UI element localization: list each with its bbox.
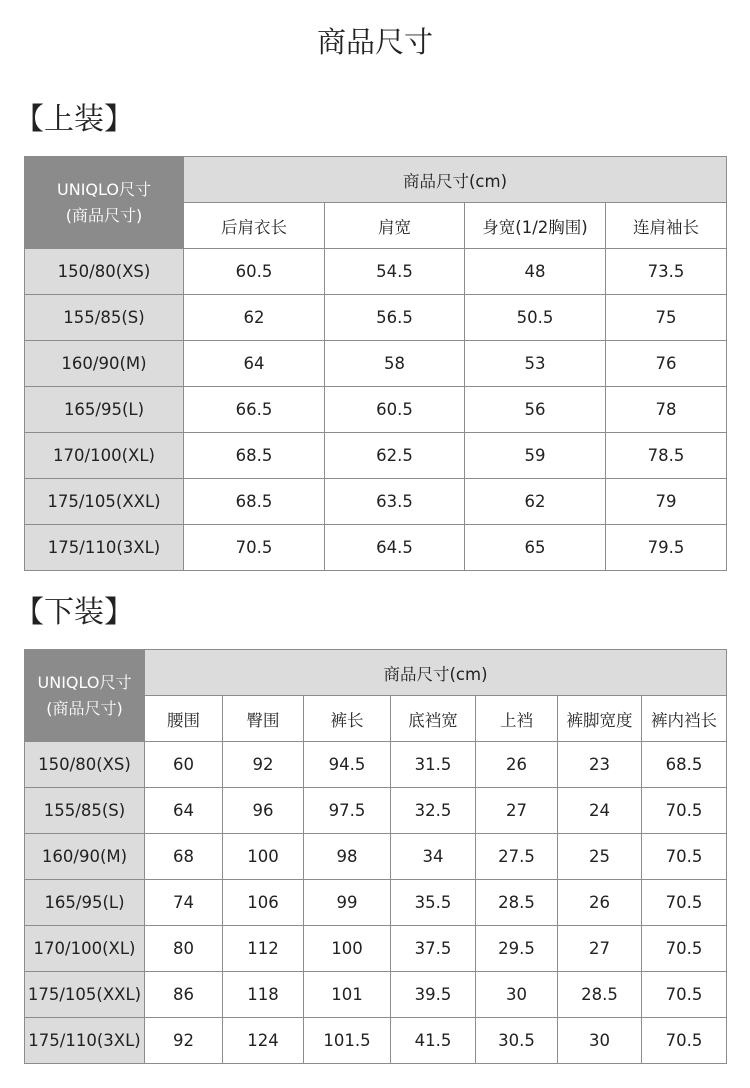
bottoms-corner-line1: UNIQLO尺寸 xyxy=(37,672,132,692)
table-cell: 28.5 xyxy=(558,972,642,1018)
table-cell: 68.5 xyxy=(184,479,325,525)
bottoms-column-header: 臀围 xyxy=(223,696,304,742)
table-row xyxy=(25,834,727,880)
table-cell: 62 xyxy=(465,479,606,525)
bottoms-column-header: 上裆 xyxy=(476,696,558,742)
tops-corner-header xyxy=(25,157,184,249)
table-cell: 26 xyxy=(558,880,642,926)
page-title: 商品尺寸 xyxy=(316,25,433,59)
table-cell: 25 xyxy=(558,834,642,880)
tops-section-title: 【上装】 xyxy=(14,102,134,137)
size-label: 150/80(XS) xyxy=(25,742,145,788)
table-cell: 23 xyxy=(558,742,642,788)
table-cell: 30 xyxy=(476,972,558,1018)
table-cell: 31.5 xyxy=(391,742,476,788)
size-label: 160/90(M) xyxy=(25,834,145,880)
tops-group-header: 商品尺寸(cm) xyxy=(184,157,727,203)
table-cell: 28.5 xyxy=(476,880,558,926)
table-row xyxy=(25,788,727,834)
tops-column-header: 身宽(1/2胸围) xyxy=(465,203,606,249)
table-cell: 94.5 xyxy=(304,742,391,788)
tops-column-header: 肩宽 xyxy=(325,203,465,249)
tops-column-header: 连肩袖长 xyxy=(606,203,727,249)
table-cell: 118 xyxy=(223,972,304,1018)
table-cell: 27.5 xyxy=(476,834,558,880)
table-row xyxy=(25,525,727,571)
bottoms-column-header: 底裆宽 xyxy=(391,696,476,742)
table-row xyxy=(25,341,727,387)
table-cell: 68.5 xyxy=(184,433,325,479)
table-cell: 96 xyxy=(223,788,304,834)
table-cell: 101.5 xyxy=(304,1018,391,1064)
size-label: 175/105(XXL) xyxy=(25,972,145,1018)
table-cell: 56 xyxy=(465,387,606,433)
table-cell: 66.5 xyxy=(184,387,325,433)
table-row xyxy=(25,295,727,341)
size-label: 155/85(S) xyxy=(25,295,184,341)
size-label: 160/90(M) xyxy=(25,341,184,387)
table-cell: 74 xyxy=(145,880,223,926)
table-cell: 100 xyxy=(223,834,304,880)
table-cell: 92 xyxy=(223,742,304,788)
bottoms-column-header: 裤脚宽度 xyxy=(558,696,642,742)
table-row xyxy=(25,1018,727,1064)
bottoms-group-header: 商品尺寸(cm) xyxy=(145,650,727,696)
table-row xyxy=(25,479,727,525)
size-label: 165/95(L) xyxy=(25,387,184,433)
table-row xyxy=(25,433,727,479)
tops-size-table xyxy=(24,156,727,571)
table-cell: 64 xyxy=(145,788,223,834)
table-cell: 124 xyxy=(223,1018,304,1064)
table-cell: 75 xyxy=(606,295,727,341)
table-cell: 79 xyxy=(606,479,727,525)
table-cell: 98 xyxy=(304,834,391,880)
table-cell: 56.5 xyxy=(325,295,465,341)
table-cell: 63.5 xyxy=(325,479,465,525)
table-cell: 32.5 xyxy=(391,788,476,834)
table-cell: 29.5 xyxy=(476,926,558,972)
size-label: 175/105(XXL) xyxy=(25,479,184,525)
bottoms-column-header: 裤长 xyxy=(304,696,391,742)
table-cell: 70.5 xyxy=(642,926,727,972)
table-cell: 92 xyxy=(145,1018,223,1064)
table-cell: 64 xyxy=(184,341,325,387)
table-cell: 60.5 xyxy=(184,249,325,295)
table-cell: 60 xyxy=(145,742,223,788)
table-cell: 30 xyxy=(558,1018,642,1064)
bottoms-corner-header xyxy=(25,650,145,742)
table-cell: 41.5 xyxy=(391,1018,476,1064)
table-cell: 86 xyxy=(145,972,223,1018)
table-row xyxy=(25,926,727,972)
table-cell: 24 xyxy=(558,788,642,834)
bottoms-corner-line2: (商品尺寸) xyxy=(46,698,123,718)
size-label: 150/80(XS) xyxy=(25,249,184,295)
bottoms-size-table xyxy=(24,649,727,1064)
table-row xyxy=(25,249,727,295)
table-cell: 59 xyxy=(465,433,606,479)
table-cell: 26 xyxy=(476,742,558,788)
tops-corner-line1: UNIQLO尺寸 xyxy=(57,179,151,199)
table-cell: 70.5 xyxy=(642,788,727,834)
table-cell: 70.5 xyxy=(642,1018,727,1064)
tops-column-header: 后肩衣长 xyxy=(184,203,325,249)
table-cell: 99 xyxy=(304,880,391,926)
bottoms-column-header: 裤内裆长 xyxy=(642,696,727,742)
table-cell: 62 xyxy=(184,295,325,341)
size-label: 155/85(S) xyxy=(25,788,145,834)
table-cell: 78 xyxy=(606,387,727,433)
size-label: 175/110(3XL) xyxy=(25,1018,145,1064)
table-row xyxy=(25,387,727,433)
table-cell: 78.5 xyxy=(606,433,727,479)
table-row xyxy=(25,880,727,926)
table-cell: 80 xyxy=(145,926,223,972)
table-cell: 65 xyxy=(465,525,606,571)
table-cell: 76 xyxy=(606,341,727,387)
table-cell: 58 xyxy=(325,341,465,387)
table-cell: 34 xyxy=(391,834,476,880)
table-cell: 37.5 xyxy=(391,926,476,972)
table-cell: 39.5 xyxy=(391,972,476,1018)
table-cell: 100 xyxy=(304,926,391,972)
table-cell: 70.5 xyxy=(642,972,727,1018)
table-cell: 106 xyxy=(223,880,304,926)
table-cell: 35.5 xyxy=(391,880,476,926)
table-cell: 70.5 xyxy=(642,834,727,880)
table-cell: 64.5 xyxy=(325,525,465,571)
table-cell: 30.5 xyxy=(476,1018,558,1064)
table-cell: 68 xyxy=(145,834,223,880)
table-cell: 97.5 xyxy=(304,788,391,834)
table-cell: 62.5 xyxy=(325,433,465,479)
table-cell: 70.5 xyxy=(184,525,325,571)
table-cell: 60.5 xyxy=(325,387,465,433)
tops-corner-line2: (商品尺寸) xyxy=(65,205,143,225)
table-cell: 48 xyxy=(465,249,606,295)
table-cell: 68.5 xyxy=(642,742,727,788)
table-row xyxy=(25,972,727,1018)
table-cell: 27 xyxy=(476,788,558,834)
table-cell: 70.5 xyxy=(642,880,727,926)
size-label: 175/110(3XL) xyxy=(25,525,184,571)
size-label: 170/100(XL) xyxy=(25,926,145,972)
size-label: 165/95(L) xyxy=(25,880,145,926)
table-row xyxy=(25,742,727,788)
table-cell: 101 xyxy=(304,972,391,1018)
table-cell: 79.5 xyxy=(606,525,727,571)
table-cell: 112 xyxy=(223,926,304,972)
table-cell: 53 xyxy=(465,341,606,387)
size-label: 170/100(XL) xyxy=(25,433,184,479)
bottoms-column-header: 腰围 xyxy=(145,696,223,742)
table-cell: 27 xyxy=(558,926,642,972)
table-cell: 54.5 xyxy=(325,249,465,295)
table-cell: 50.5 xyxy=(465,295,606,341)
bottoms-section-title: 【下装】 xyxy=(14,595,134,630)
table-cell: 73.5 xyxy=(606,249,727,295)
